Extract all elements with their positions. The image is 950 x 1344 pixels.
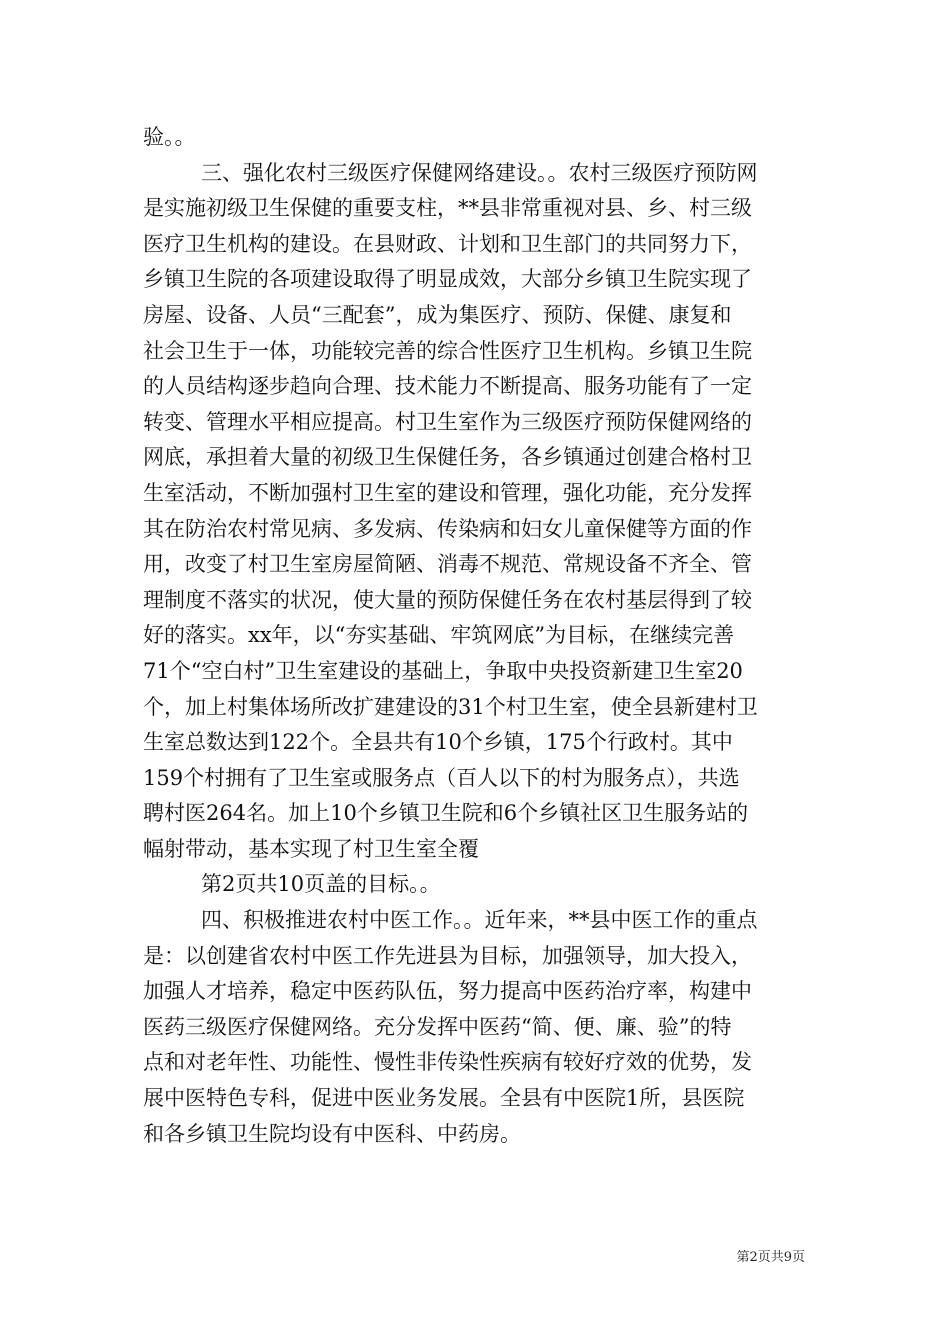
document-body [143,120,808,1152]
text-line: 房屋、设备、人员“三配套”，成为集医疗、预防、保健、康复和 [143,302,732,327]
text-line: 第2页共10页盖的目标。。 [201,872,441,897]
text-line: 医药三级医疗保健网络。充分发挥中医药“简、便、廉、验”的特 [143,1014,732,1039]
text-line: 转变、管理水平相应提高。村卫生室作为三级医疗预防保健网络的 [143,409,752,434]
text-line: 乡镇卫生院的各项建设取得了明显成效，大部分乡镇卫生院实现了 [143,267,752,292]
text-line: 生室总数达到122个。全县共有10个乡镇，175个行政村。其中 [143,730,733,755]
text-line: 个，加上村集体场所改扩建建设的31个村卫生室，使全县新建村卫 [143,694,758,719]
text-line: 生室活动，不断加强村卫生室的建设和管理，强化功能，充分发挥 [143,480,752,505]
text-line: 和各乡镇卫生院均设有中医科、中药房。 [143,1121,521,1146]
text-line: 点和对老年性、功能性、慢性非传染性疾病有较好疗效的优势，发 [143,1050,752,1075]
text-line: 71个“空白村”卫生室建设的基础上，争取中央投资新建卫生室20 [143,658,743,683]
text-line: 用，改变了村卫生室房屋简陋、消毒不规范、常规设备不齐全、管 [143,552,752,577]
text-line: 社会卫生于一体，功能较完善的综合性医疗卫生机构。乡镇卫生院 [143,338,752,363]
text-line: 验。。 [143,125,196,149]
text-line: 展中医特色专科，促进中医业务发展。全县有中医院1所，县医院 [143,1086,745,1111]
text-line: 网底，承担着大量的初级卫生保健任务，各乡镇通过创建合格村卫 [143,445,752,470]
text-line: 其在防治农村常见病、多发病、传染病和妇女儿童保健等方面的作 [143,516,752,541]
text-line: 幅射带动，基本实现了村卫生室全覆 [143,836,479,861]
page-number-footer: 第2页共9页 [736,1250,805,1265]
section-heading-3: 三、强化农村三级医疗保健网络建设。。农村三级医疗预防网 [201,160,758,185]
text-line: 加强人才培养，稳定中医药队伍，努力提高中医药治疗率，构建中 [143,979,752,1004]
text-line: 好的落实。xx年，以“夯实基础、牢筑网底”为目标，在继续完善 [143,623,735,648]
text-line: 聘村医264名。加上10个乡镇卫生院和6个乡镇社区卫生服务站的 [143,801,749,826]
text-line: 理制度不落实的状况，使大量的预防保健任务在农村基层得到了较 [143,587,752,612]
text-line: 医疗卫生机构的建设。在县财政、计划和卫生部门的共同努力下， [143,231,752,256]
text-line: 是实施初级卫生保健的重要支柱，**县非常重视对县、乡、村三级 [143,196,752,221]
text-line: 是：以创建省农村中医工作先进县为目标，加强领导，加大投入， [143,943,752,968]
text-line: 159个村拥有了卫生室或服务点（百人以下的村为服务点），共选 [143,765,740,790]
section-heading-4: 四、积极推进农村中医工作。。近年来，**县中医工作的重点 [201,908,758,933]
text-line: 的人员结构逐步趋向合理、技术能力不断提高、服务功能有了一定 [143,374,752,399]
